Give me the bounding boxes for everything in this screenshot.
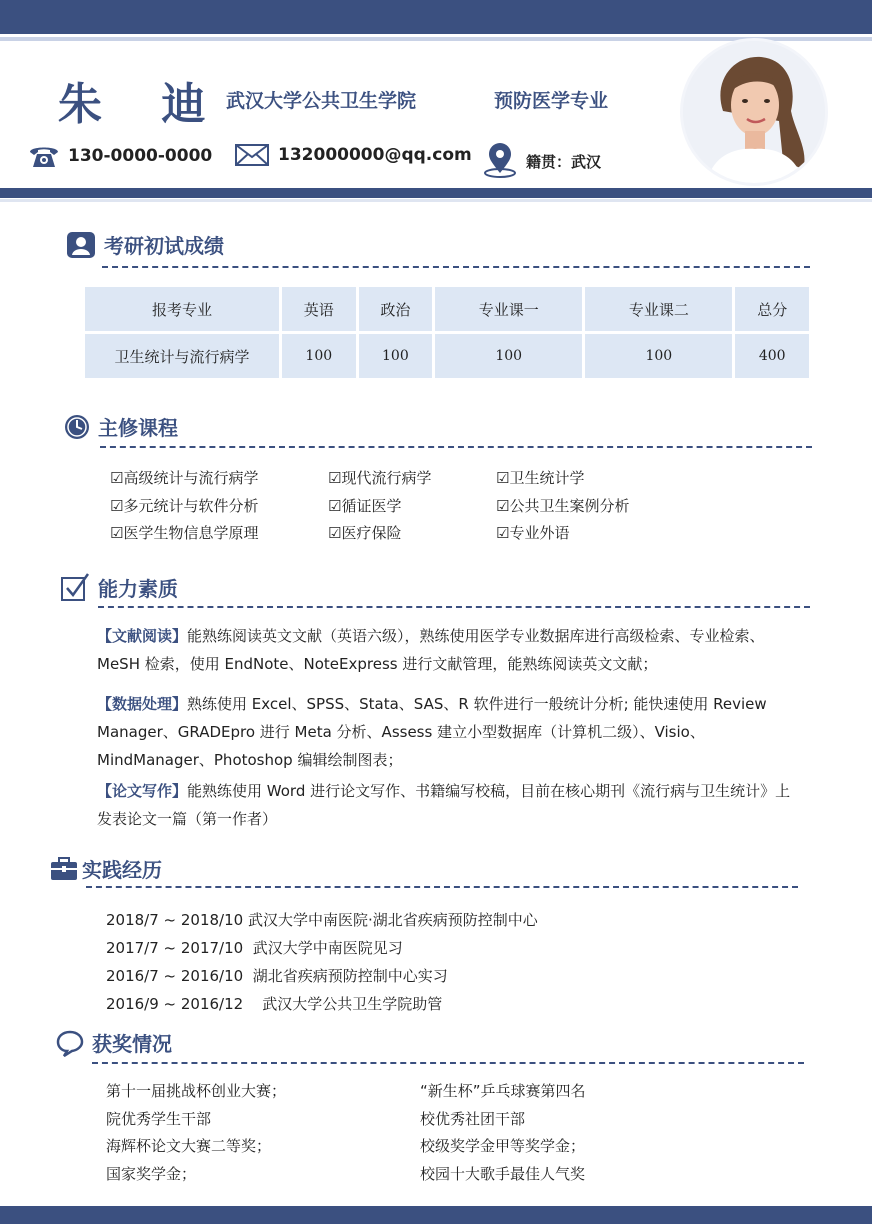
course-item: ☑卫生统计学 [496, 469, 585, 488]
award-item: “新生杯”乒乓球赛第四名 [420, 1082, 586, 1100]
award-row [106, 1161, 586, 1189]
course-item: ☑多元统计与软件分析 [110, 496, 259, 515]
section-title-courses [64, 412, 178, 441]
table-header-cell: 政治 [359, 287, 433, 331]
ability-text: 能熟练阅读英文文献（英语六级），熟练使用医学专业数据库进行高级检索、专业检索、MeSH 检索，使用 EndNote、NoteExpress 进行文献管理，能熟练阅读英文文献； [97, 627, 765, 673]
ability-divider [98, 606, 810, 608]
bottom-band [0, 1206, 872, 1224]
table-header-cell: 专业课一 [435, 287, 582, 331]
course-item: ☑医学生物信息学原理 [110, 524, 259, 543]
table-cell: 100 [359, 334, 433, 378]
award-item: 院优秀学生干部 [106, 1109, 212, 1128]
phone-icon [28, 143, 60, 169]
awards-list [106, 1078, 586, 1188]
award-item: 海辉杯论文大赛二等奖； [106, 1137, 272, 1155]
ability-tag: 【数据处理】 [97, 695, 188, 713]
major-name: 预防医学专业 [494, 90, 609, 112]
ability-item [97, 690, 805, 774]
table-header-cell: 总分 [735, 287, 809, 331]
practice-divider [86, 886, 798, 888]
award-row [106, 1078, 586, 1106]
user-icon [66, 231, 96, 259]
award-item: 第十一届挑战杯创业大赛； [106, 1082, 287, 1100]
list-item: 2016/7 ~ 2016/10 湖北省疾病预防控制中心实习 [106, 967, 448, 985]
table-header-cell: 报考专业 [85, 287, 279, 331]
list-item: 2017/7 ~ 2017/10 武汉大学中南医院见习 [106, 939, 403, 957]
header-divider [0, 188, 872, 198]
header-divider-light [0, 199, 872, 202]
course-item: ☑高级统计与流行病学 [110, 469, 259, 488]
awards-title-text: 获奖情况 [92, 1032, 172, 1056]
award-item: 国家奖学金； [106, 1164, 197, 1183]
candidate-name: 朱 迪 [58, 79, 228, 130]
mail-icon [234, 143, 270, 167]
ability-tag: 【文献阅读】 [97, 627, 188, 645]
practice-title-text: 实践经历 [82, 858, 162, 882]
portrait-photo [683, 41, 825, 183]
course-row [110, 492, 629, 520]
table-cell: 400 [735, 334, 809, 378]
awards-divider [92, 1062, 804, 1064]
briefcase-icon [50, 857, 78, 881]
checkbox-icon [60, 572, 90, 602]
top-band [0, 0, 872, 34]
course-row [110, 519, 629, 547]
course-item: ☑医疗保险 [328, 524, 402, 543]
courses-divider [100, 446, 812, 448]
section-title-scores [66, 230, 224, 259]
phone-contact [28, 143, 212, 169]
courses-list [110, 464, 629, 547]
phone-number: 130-0000-0000 [68, 146, 213, 166]
scores-divider [102, 266, 810, 268]
email-contact [234, 143, 472, 167]
ability-item [97, 777, 805, 833]
table-header-cell: 专业课二 [585, 287, 732, 331]
list-item: 2016/9 ~ 2016/12 武汉大学公共卫生学院助管 [106, 995, 443, 1013]
courses-title-text: 主修课程 [98, 416, 178, 440]
table-row [85, 334, 809, 378]
table-header-row [85, 287, 809, 331]
ability-text: 熟练使用 Excel、SPSS、Stata、SAS、R 软件进行一般统计分析; 能快速使用 Review Manager、GRADEpro 进行 Meta 分析、Assess 建立小型数据库（计算机二级）、Visio、MindManager、Photoshop 编辑绘制图表； [97, 695, 767, 769]
scores-title-text: 考研初试成绩 [104, 234, 224, 258]
section-title-awards [56, 1028, 172, 1057]
scores-table [82, 284, 812, 381]
school-name: 武汉大学公共卫生学院 [226, 90, 417, 112]
ability-tag: 【论文写作】 [97, 782, 188, 800]
location-icon [482, 143, 518, 179]
table-cell: 100 [282, 334, 356, 378]
ability-text: 能熟练使用 Word 进行论文写作、书籍编写校稿，目前在核心期刊《流行病与卫生统计》上发表论文一篇（第一作者） [97, 782, 791, 828]
course-item: ☑现代流行病学 [328, 469, 432, 488]
ability-title-text: 能力素质 [98, 576, 178, 601]
course-item: ☑专业外语 [496, 524, 570, 543]
table-cell: 100 [585, 334, 732, 378]
award-row [106, 1133, 586, 1161]
section-title-ability [60, 572, 178, 602]
course-item: ☑公共卫生案例分析 [496, 496, 630, 515]
hometown-label: 籍贯：武汉 [526, 152, 602, 171]
award-item: 校级奖学金甲等奖学金； [420, 1137, 586, 1155]
table-header-cell: 英语 [282, 287, 356, 331]
section-title-practice [50, 854, 162, 883]
course-item: ☑循证医学 [328, 496, 402, 515]
award-item: 校园十大歌手最佳人气奖 [420, 1164, 586, 1183]
list-item: 2018/7 ~ 2018/10 武汉大学中南医院·湖北省疾病预防控制中心 [106, 911, 538, 929]
avatar [680, 38, 828, 186]
practice-list [106, 906, 538, 1018]
award-item: 校优秀社团干部 [420, 1109, 526, 1128]
clock-icon [64, 414, 90, 440]
email-address: 132000000@qq.com [278, 145, 472, 165]
chat-icon [56, 1029, 84, 1057]
award-row [106, 1106, 586, 1134]
course-row [110, 464, 629, 492]
table-cell: 卫生统计与流行病学 [85, 334, 279, 378]
ability-item [97, 622, 805, 678]
hometown-contact [482, 143, 601, 179]
table-cell: 100 [435, 334, 582, 378]
